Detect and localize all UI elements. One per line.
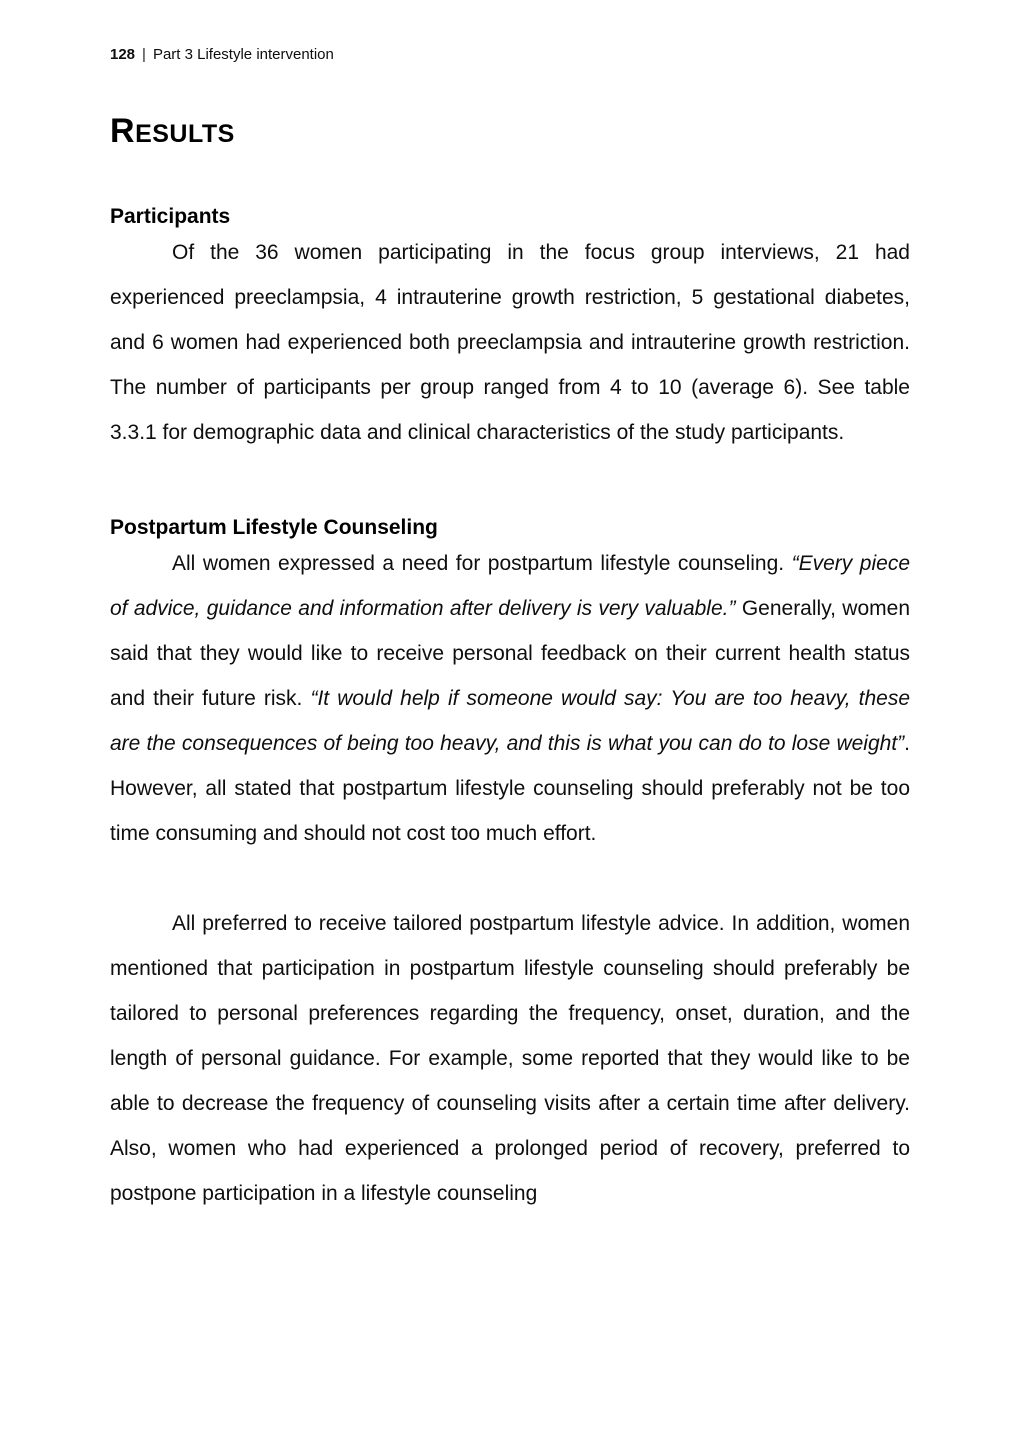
header-section-title: Part 3 Lifestyle intervention bbox=[152, 46, 334, 63]
section-participants bbox=[110, 204, 910, 455]
results-heading: RESULTS bbox=[110, 112, 235, 150]
participants-subheading: Participants bbox=[110, 205, 231, 228]
participants-paragraph: Of the 36 women participating in the focus group interviews, 21 had experienced preeclampsia, 4 intrauterine growth restriction, 5 gestational diabetes, and 6 women had experienced both preeclampsia and intrauterine growth restriction. The number of participants per group ranged from 4 to 10 (average 6). See table 3.3.1 for demographic data and clinical characteristics of the study participants. bbox=[110, 241, 910, 444]
section-postpartum-lifestyle-counseling bbox=[110, 515, 910, 1216]
running-header bbox=[110, 45, 910, 65]
counseling-subheading: Postpartum Lifestyle Counseling bbox=[110, 516, 438, 539]
counseling-paragraph-1: All women expressed a need for postpartum lifestyle counseling. “Every piece of advice, guidance and information after delivery is very valuable.” Generally, women said that they would like to receive personal feedback on their current health status and their future risk. “It would help if someone would say: You are too heavy, these are the consequences of being too heavy, and this is what you can do to lose weight”. However, all stated that postpartum lifestyle counseling should preferably not be too time consuming and should not cost too much effort. bbox=[110, 552, 911, 845]
counseling-paragraph-2: All preferred to receive tailored postpartum lifestyle advice. In addition, women mentioned that participation in postpartum lifestyle counseling should preferably be tailored to personal preferences regarding the frequency, onset, duration, and the length of personal guidance. For example, some reported that they would like to be able to decrease the frequency of counseling visits after a certain time after delivery. Also, women who had experienced a prolonged period of recovery, preferred to postpone participation in a lifestyle counseling bbox=[110, 912, 910, 1205]
header-divider: | bbox=[142, 46, 146, 63]
page-number: 128 bbox=[110, 46, 136, 63]
